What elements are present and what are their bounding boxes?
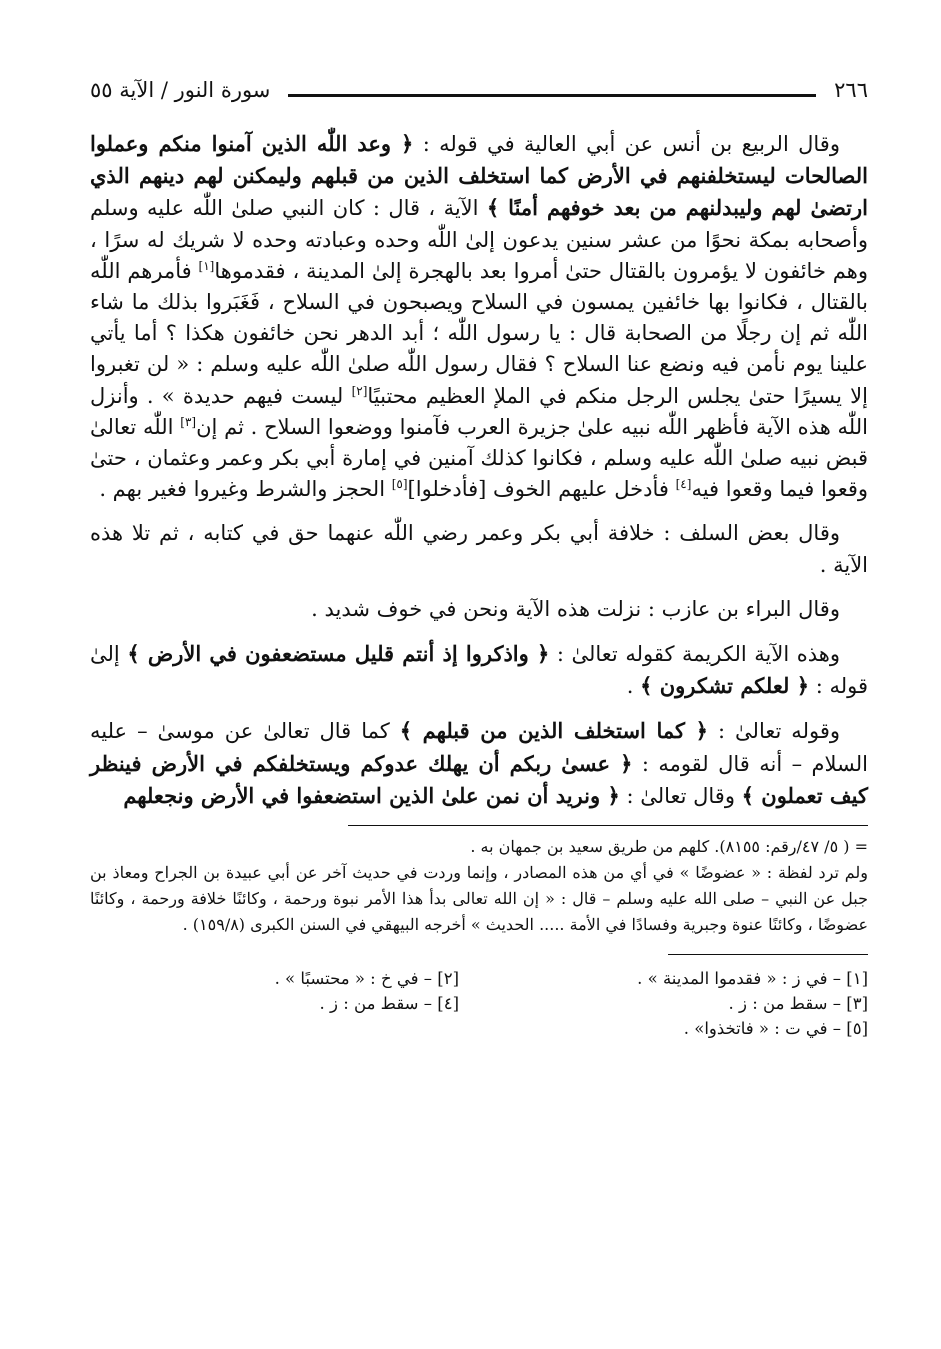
text-run: .: [626, 674, 641, 699]
paragraph: [90, 715, 868, 812]
quran-quote: ﴿ عسىٰ ربكم أن يهلك عدوكم ويستخلفكم في الأرض فينظر كيف تعملون ﴾: [90, 750, 868, 808]
quran-quote: ﴿ ونريد أن نمن علىٰ الذين استضعفوا في الأرض ونجعلهم: [123, 782, 620, 808]
footnote-ref: [٥]: [391, 477, 408, 492]
main-text: [90, 128, 868, 812]
text-run: ليست فيهم حديدة » . وأنزل اللّٰه هذه الآية فأظهر اللّٰه نبيه علىٰ جزيرة العرب فآمنوا ووضعوا السلاح . ثم إن: [90, 383, 868, 439]
text-run: وقال تعالىٰ :: [619, 783, 742, 808]
paragraph: [90, 518, 868, 580]
paragraph: [90, 594, 868, 625]
footnote-ref: [١]: [198, 258, 215, 273]
header-rule: [288, 94, 816, 97]
footnote-continuation: [90, 834, 868, 938]
footnote-ref: [٤]: [675, 477, 692, 492]
text-run: كما قال تعالىٰ عن موسىٰ – عليه السلام – أنه قال لقومه :: [90, 719, 869, 776]
text-run: وهذه الآية الكريمة كقوله تعالىٰ :: [549, 642, 840, 667]
footnote-ref: [٣]: [180, 414, 197, 429]
book-page: [90, 70, 868, 1038]
variant-note: [٤] – سقط من : ز .: [319, 994, 459, 1014]
text-run: وقال البراء بن عازب : نزلت هذه الآية ونحن في خوف شديد .: [311, 596, 840, 621]
text-run: وقال الربيع بن أنس عن أبي العالية في قوله :: [413, 132, 840, 156]
text-run: فأدخل عليهم الخوف [فأدخلوا]: [407, 477, 676, 502]
text-run: وقوله تعالىٰ :: [707, 719, 840, 744]
paragraph: [90, 128, 868, 505]
footnote-line: ولم ترد لفظة : « عضوضًا » في أي من هذه المصادر ، وإنما وردت في حديث آخر عن أبي عبيدة بن الجراح ومعاذ بن جبل عن النبي – صلى الله عليه وسلم – قال : « إن الله تعالى بدأ هذا الأمر نبوة ورحمة ، وكائنًا خلافة ورحمة ، وكائنًا عضوضًا ، وكائنًا عنوة وجبرية وفسادًا في الأمة ..... الحديث » أخرجه البيهقي في السنن الكبرى (١٥٩/٨) .: [90, 863, 868, 935]
text-run: وقال بعض السلف : خلافة أبي بكر وعمر رضي اللّٰه عنهما حق في كتابه ، ثم تلا هذه الآية .: [90, 521, 868, 577]
text-run: الآية ، قال : كان النبي صلىٰ اللّٰه عليه وسلم وأصحابه بمكة نحوًا من عشر سنين يدعون إلىٰ اللّٰه وحده وعبادته وحده لا شريك له سرًا ، وهم خائفون لا يؤمرون بالقتال حتىٰ أمروا بعد بالهجرة إلىٰ المدينة ، فقدموها: [90, 196, 868, 283]
paragraph: [90, 638, 868, 702]
page-header: [90, 70, 868, 110]
quran-quote: ﴿ واذكروا إذ أنتم قليل مستضعفون في الأرض ﴾: [127, 641, 550, 667]
text-run: إلىٰ قوله :: [90, 642, 868, 699]
quran-quote: ﴿ كما استخلف الذين من قبلهم ﴾: [399, 718, 708, 744]
page-number: ٢٦٦: [834, 78, 868, 102]
footnote-ref: [٢]: [351, 383, 368, 398]
notes-separator: [668, 954, 868, 955]
quran-quote: ﴿ وعد اللّٰه الذين آمنوا منكم وعملوا الصالحات ليستخلفنهم في الأرض كما استخلف الذين من قبلهم وليمكنن لهم دينهم الذي ارتضىٰ لهم وليبدلنهم من بعد خوفهم أمنًا ﴾: [90, 131, 868, 221]
variant-note: [٢] – في خ : « محتسبًا » .: [274, 969, 459, 989]
variant-note: [٣] – سقط من : ز .: [728, 994, 868, 1014]
text-run: فأمرهم اللّٰه بالقتال ، فكانوا بها خائفين يمسون في السلاح ويصبحون في السلاح ، فَغَبَروا بذلك ما شاء اللّٰه ثم إن رجلًا من الصحابة قال : يا رسول اللّٰه ؛ أبد الدهر نحن خائفون هكذا ؟ أما يأتي علينا يوم نأمن فيه ونضع عنا السلاح ؟ فقال رسول اللّٰه صلىٰ اللّٰه عليه وسلم : « لن تغبروا إلا يسيرًا حتىٰ يجلس الرجل منكم في الملإ العظيم محتبيًا: [90, 258, 868, 408]
text-run: الحجز والشرط وغيروا فغير بهم .: [99, 477, 392, 502]
footnote-line: = ( ٥/ ٤٧/رقم: ٨١٥٥). كلهم من طريق سعيد بن جمهان به .: [470, 837, 868, 857]
quran-quote: ﴿ لعلكم تشكرون ﴾: [640, 673, 810, 699]
variant-notes: [90, 969, 868, 1038]
running-title: سورة النور / الآية ٥٥: [90, 78, 271, 102]
variant-note: [١] – في ز : « فقدموا المدينة » .: [637, 969, 868, 989]
footnote-separator: [348, 825, 868, 826]
variant-note: [٥] – في ت : « فاتخذوا» .: [683, 1019, 868, 1039]
text-run: اللّٰه تعالىٰ قبض نبيه صلىٰ اللّٰه عليه وسلم ، فكانوا كذلك آمنين في إمارة أبي بكر وعمر وعثمان ، حتىٰ وقعوا فيما وقعوا فيه: [90, 414, 868, 502]
